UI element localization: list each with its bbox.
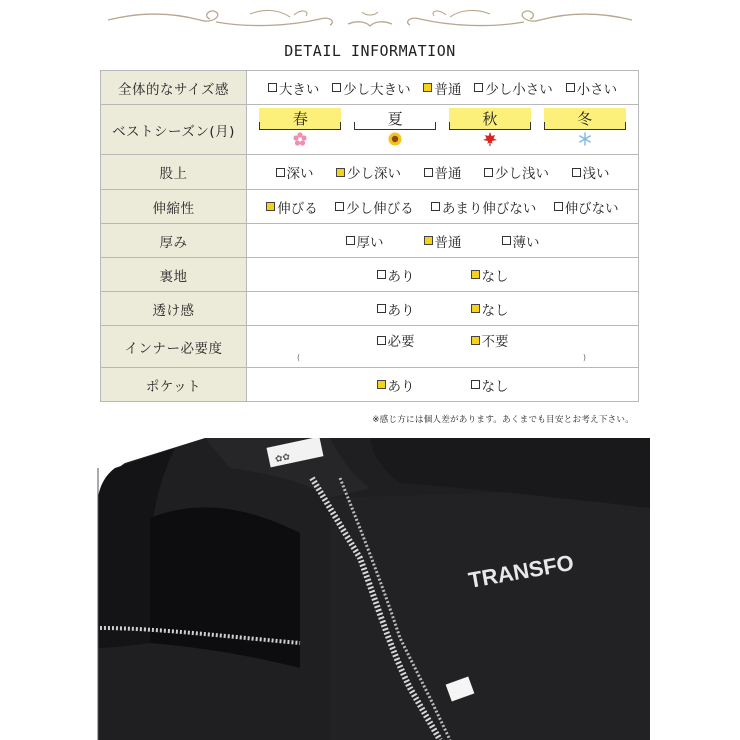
option-label: なし <box>481 268 509 285</box>
option-label: 普通 <box>434 234 462 251</box>
option-item <box>474 78 553 98</box>
option-item <box>424 231 462 251</box>
option-label: なし <box>481 378 509 395</box>
checkbox-icon <box>572 168 581 177</box>
page-title: DETAIL INFORMATION <box>284 42 456 60</box>
option-group <box>247 265 638 285</box>
option-item <box>471 265 509 285</box>
season-label <box>544 108 626 130</box>
sakura-flower-icon <box>259 130 341 148</box>
option-item <box>471 299 509 319</box>
snowflake-icon <box>544 130 626 148</box>
checked-box-icon <box>471 336 480 345</box>
table-row <box>101 105 639 155</box>
sunflower-icon <box>354 130 436 148</box>
row-label: 全体的なサイズ感 <box>101 71 247 105</box>
option-label: なし <box>481 302 509 319</box>
season-label <box>449 108 531 130</box>
checkbox-icon <box>377 336 386 345</box>
option-label: 少し伸びる <box>346 200 414 217</box>
row-label: インナー必要度 <box>101 326 247 368</box>
option-label: 深い <box>286 166 314 182</box>
checkbox-icon <box>502 236 511 245</box>
table-row <box>101 71 639 105</box>
checkbox-icon <box>346 236 355 245</box>
option-group <box>247 326 638 354</box>
checkbox-icon <box>335 202 344 211</box>
checked-box-icon <box>377 380 386 389</box>
checkbox-icon <box>484 168 493 177</box>
option-item <box>431 197 537 217</box>
season-name: 春 <box>292 110 308 128</box>
option-group <box>247 299 638 319</box>
option-group <box>247 162 638 182</box>
garment-print-text: TRANSFO <box>466 549 576 593</box>
row-label: 股上 <box>101 155 247 190</box>
row-label: ベストシーズン(月) <box>101 105 247 155</box>
option-label: 必要 <box>387 334 415 350</box>
option-group <box>247 78 638 98</box>
row-label: 裏地 <box>101 258 247 292</box>
option-label: 少し深い <box>347 166 401 182</box>
option-item <box>484 162 549 182</box>
checked-box-icon <box>336 168 345 177</box>
option-label: 普通 <box>434 81 462 98</box>
option-label: 普通 <box>434 166 462 182</box>
product-photo <box>0 438 740 740</box>
table-row <box>101 258 639 292</box>
option-item <box>377 265 415 285</box>
option-label: 伸びない <box>564 200 619 217</box>
option-item <box>377 375 415 395</box>
option-label: 小さい <box>576 81 618 98</box>
option-item <box>423 78 461 98</box>
option-group <box>247 375 638 395</box>
table-row <box>101 292 639 326</box>
paren-close: ) <box>582 353 586 362</box>
option-label: 少し大きい <box>343 81 411 98</box>
row-label: 透け感 <box>101 292 247 326</box>
season-0 <box>259 108 341 148</box>
option-item <box>336 162 401 182</box>
option-label: 浅い <box>582 166 610 182</box>
checkbox-icon <box>377 270 386 279</box>
table-row <box>101 190 639 224</box>
option-label: 少し浅い <box>495 166 549 182</box>
option-item <box>572 162 610 182</box>
checked-box-icon <box>266 202 275 211</box>
decorative-ornament <box>100 6 640 32</box>
checkbox-icon <box>566 83 575 92</box>
option-label: あまり伸びない <box>441 200 537 217</box>
season-3 <box>544 108 626 148</box>
table-row <box>101 155 639 190</box>
option-item <box>335 197 414 217</box>
checked-box-icon <box>424 236 433 245</box>
option-label: 大きい <box>278 81 320 98</box>
checkbox-icon <box>377 304 386 313</box>
option-item <box>276 162 314 182</box>
disclaimer-note: ※感じ方には個人差があります。あくまでも目安とお考え下さい。 <box>372 415 634 425</box>
table-row <box>101 224 639 258</box>
checkbox-icon <box>554 202 563 211</box>
option-item <box>554 197 619 217</box>
paren-open: ( <box>297 353 301 362</box>
checkbox-icon <box>332 83 341 92</box>
checkbox-icon <box>268 83 277 92</box>
option-group <box>247 231 638 251</box>
option-label: 不要 <box>481 334 509 350</box>
option-item <box>377 299 415 319</box>
option-item <box>268 78 320 98</box>
option-label: あり <box>387 268 415 285</box>
option-label: あり <box>387 302 415 319</box>
option-group <box>247 197 638 217</box>
table-row <box>101 326 639 368</box>
option-item <box>346 231 384 251</box>
option-item <box>566 78 618 98</box>
option-label: 伸びる <box>277 200 318 217</box>
season-1 <box>354 108 436 148</box>
option-item <box>471 330 509 350</box>
row-label: 厚み <box>101 224 247 258</box>
season-group <box>247 108 638 148</box>
checkbox-icon <box>471 380 480 389</box>
table-row <box>101 368 639 402</box>
option-label: 薄い <box>512 234 540 251</box>
checked-box-icon <box>423 83 432 92</box>
season-2 <box>449 108 531 148</box>
season-name: 秋 <box>482 110 498 128</box>
option-item <box>266 197 318 217</box>
option-item <box>502 231 540 251</box>
option-item <box>424 162 462 182</box>
season-label <box>354 108 436 130</box>
row-label: 伸縮性 <box>101 190 247 224</box>
season-name: 夏 <box>387 110 403 128</box>
row-label: ポケット <box>101 368 247 402</box>
season-label <box>259 108 341 130</box>
checked-box-icon <box>471 270 480 279</box>
option-label: 少し小さい <box>485 81 553 98</box>
option-label: あり <box>387 378 415 395</box>
maple-leaf-icon <box>449 130 531 148</box>
checkbox-icon <box>276 168 285 177</box>
season-name: 冬 <box>577 110 593 128</box>
option-item <box>377 330 415 350</box>
checked-box-icon <box>471 304 480 313</box>
option-item <box>471 375 509 395</box>
checkbox-icon <box>431 202 440 211</box>
option-item <box>332 78 411 98</box>
checkbox-icon <box>424 168 433 177</box>
option-label: 厚い <box>356 234 384 251</box>
checkbox-icon <box>474 83 483 92</box>
svg-text:✿✿: ✿✿ <box>274 452 292 466</box>
detail-table <box>100 70 639 402</box>
